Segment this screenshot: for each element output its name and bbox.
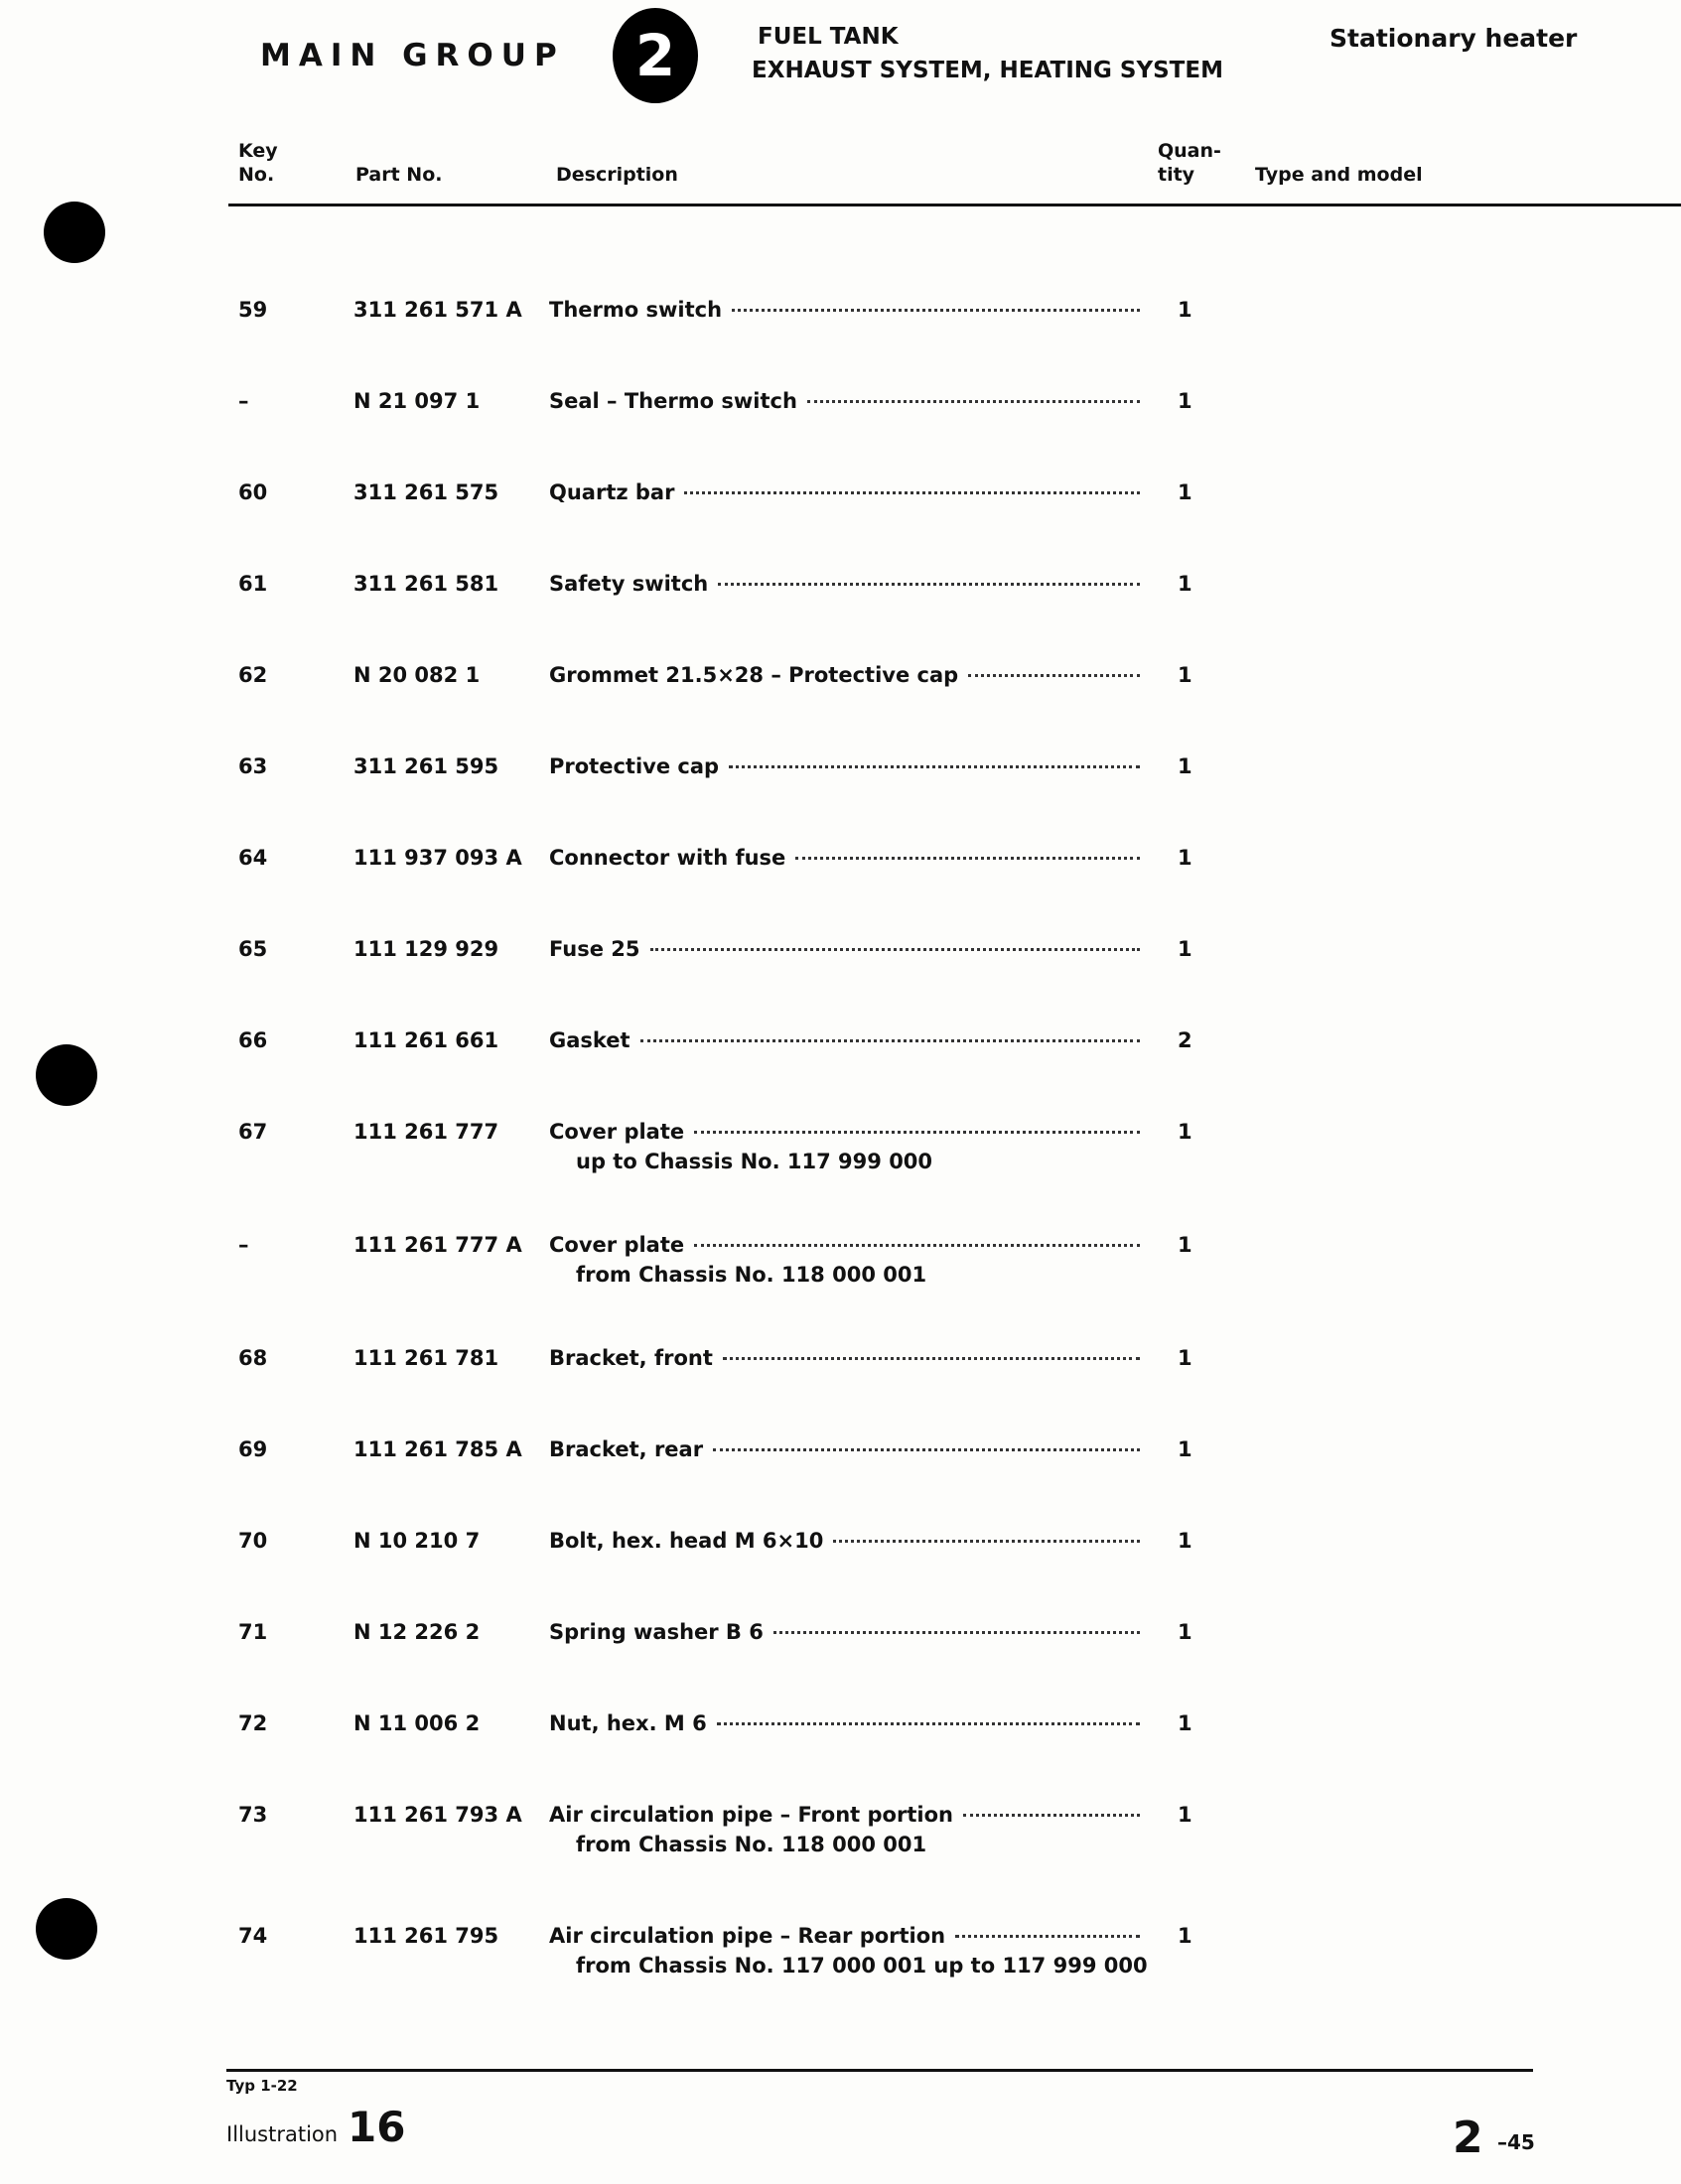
key-no: 65 [238, 937, 268, 961]
quantity: 1 [1178, 1529, 1192, 1553]
description: Gasket [549, 1028, 630, 1052]
group-number-badge: 2 [613, 8, 698, 103]
dot-leader [718, 583, 1140, 586]
footer-rule [226, 2069, 1533, 2072]
dot-leader [713, 1448, 1140, 1451]
key-no: 73 [238, 1803, 268, 1827]
col-key-no-line2: No. [238, 164, 275, 186]
key-no: 74 [238, 1924, 268, 1948]
part-no: N 21 097 1 [353, 389, 481, 413]
dot-leader [717, 1722, 1140, 1725]
dot-leader [955, 1935, 1140, 1938]
part-no: N 20 082 1 [353, 663, 481, 687]
chassis-range: from Chassis No. 118 000 001 [576, 1833, 927, 1856]
description: Bolt, hex. head M 6×10 [549, 1529, 824, 1553]
col-type-model: Type and model [1255, 164, 1423, 186]
col-key-no-line1: Key [238, 140, 278, 162]
quantity: 1 [1178, 1233, 1192, 1257]
punch-hole-2 [36, 1044, 97, 1106]
description-cell [549, 663, 1140, 687]
quantity: 1 [1178, 846, 1192, 870]
key-no: – [238, 389, 249, 413]
dot-leader [640, 1039, 1140, 1042]
chassis-range: up to Chassis No. 117 999 000 [576, 1150, 933, 1173]
description-cell [549, 1620, 1140, 1644]
title-line-2: EXHAUST SYSTEM, HEATING SYSTEM [752, 58, 1223, 83]
col-quantity-line1: Quan- [1158, 140, 1221, 162]
description: Fuse 25 [549, 937, 640, 961]
quantity: 1 [1178, 389, 1192, 413]
part-no: 111 261 781 [353, 1346, 499, 1370]
quantity: 1 [1178, 663, 1192, 687]
part-no: N 10 210 7 [353, 1529, 481, 1553]
type-label: Typ 1-22 [226, 2077, 298, 2095]
quantity: 2 [1178, 1028, 1192, 1052]
description-cell [549, 298, 1140, 322]
col-description: Description [556, 164, 678, 186]
description: Connector with fuse [549, 846, 786, 870]
description-cell [549, 937, 1140, 961]
key-no: 69 [238, 1437, 268, 1461]
part-no: 311 261 581 [353, 572, 499, 596]
quantity: 1 [1178, 1711, 1192, 1735]
part-no: 111 261 795 [353, 1924, 499, 1948]
part-no: N 12 226 2 [353, 1620, 481, 1644]
key-no: 68 [238, 1346, 268, 1370]
dot-leader [729, 765, 1140, 768]
key-no: 70 [238, 1529, 268, 1553]
part-no: 111 261 793 A [353, 1803, 522, 1827]
description-cell [549, 846, 1140, 870]
description: Cover plate [549, 1233, 685, 1257]
key-no: 71 [238, 1620, 268, 1644]
title-line-1: FUEL TANK [758, 24, 899, 50]
quantity: 1 [1178, 298, 1192, 322]
dot-leader [723, 1357, 1140, 1360]
col-key-no [238, 139, 278, 187]
description: Thermo switch [549, 298, 723, 322]
description-cell [549, 1803, 1140, 1856]
description: Seal – Thermo switch [549, 389, 797, 413]
quantity: 1 [1178, 1120, 1192, 1144]
description: Quartz bar [549, 480, 675, 504]
description: Bracket, rear [549, 1437, 704, 1461]
dot-leader [807, 400, 1140, 403]
quantity: 1 [1178, 480, 1192, 504]
part-no: 311 261 575 [353, 480, 499, 504]
description-cell [549, 572, 1140, 596]
description: Spring washer B 6 [549, 1620, 764, 1644]
dot-leader [732, 309, 1140, 312]
key-no: 64 [238, 846, 268, 870]
col-quantity [1158, 139, 1221, 187]
quantity: 1 [1178, 1924, 1192, 1948]
chassis-range: from Chassis No. 118 000 001 [576, 1263, 927, 1287]
dot-leader [963, 1814, 1140, 1817]
punch-hole-1 [44, 202, 105, 263]
dot-leader [694, 1131, 1140, 1134]
description-cell [549, 1346, 1140, 1370]
description: Air circulation pipe – Front portion [549, 1803, 953, 1827]
main-group-label: MAIN GROUP [260, 38, 565, 73]
part-no: 111 129 929 [353, 937, 499, 961]
description-cell [549, 1028, 1140, 1052]
dot-leader [968, 674, 1140, 677]
part-no: N 11 006 2 [353, 1711, 481, 1735]
col-part-no: Part No. [355, 164, 443, 186]
description-cell [549, 1437, 1140, 1461]
quantity: 1 [1178, 1620, 1192, 1644]
key-no: 67 [238, 1120, 268, 1144]
dot-leader [694, 1244, 1140, 1247]
part-no: 111 261 785 A [353, 1437, 522, 1461]
quantity: 1 [1178, 937, 1192, 961]
description-cell [549, 1529, 1140, 1553]
dot-leader [773, 1631, 1140, 1634]
dot-leader [795, 857, 1140, 860]
key-no: 61 [238, 572, 268, 596]
part-no: 111 261 777 [353, 1120, 499, 1144]
part-no: 311 261 595 [353, 754, 499, 778]
dot-leader [650, 948, 1140, 951]
key-no: 66 [238, 1028, 268, 1052]
section-title: Stationary heater [1330, 24, 1578, 53]
dot-leader [833, 1540, 1140, 1543]
key-no: 63 [238, 754, 268, 778]
description: Bracket, front [549, 1346, 713, 1370]
description: Nut, hex. M 6 [549, 1711, 707, 1735]
quantity: 1 [1178, 1346, 1192, 1370]
page-number-sub: –45 [1497, 2130, 1535, 2154]
description-cell [549, 480, 1140, 504]
part-no: 111 937 093 A [353, 846, 522, 870]
key-no: 72 [238, 1711, 268, 1735]
description: Cover plate [549, 1120, 685, 1144]
description-cell [549, 1924, 1148, 1978]
chassis-range: from Chassis No. 117 000 001 up to 117 999 000 [576, 1954, 1148, 1978]
description-cell [549, 1120, 1140, 1173]
quantity: 1 [1178, 1803, 1192, 1827]
dot-leader [684, 491, 1140, 494]
col-quantity-line2: tity [1158, 164, 1195, 186]
description-cell [549, 1711, 1140, 1735]
description-cell [549, 754, 1140, 778]
description: Air circulation pipe – Rear portion [549, 1924, 946, 1948]
key-no: 60 [238, 480, 268, 504]
part-no: 311 261 571 A [353, 298, 522, 322]
header-rule [228, 204, 1681, 206]
part-no: 111 261 777 A [353, 1233, 522, 1257]
page-number-main: 2 [1453, 2113, 1483, 2163]
key-no: 59 [238, 298, 268, 322]
key-no: – [238, 1233, 249, 1257]
quantity: 1 [1178, 754, 1192, 778]
quantity: 1 [1178, 1437, 1192, 1461]
part-no: 111 261 661 [353, 1028, 499, 1052]
illustration-label: Illustration [226, 2122, 339, 2146]
description-cell [549, 1233, 1140, 1287]
description-cell [549, 389, 1140, 413]
illustration-number: 16 [348, 2103, 406, 2151]
description: Safety switch [549, 572, 709, 596]
key-no: 62 [238, 663, 268, 687]
description: Grommet 21.5×28 – Protective cap [549, 663, 959, 687]
quantity: 1 [1178, 572, 1192, 596]
punch-hole-3 [36, 1898, 97, 1960]
description: Protective cap [549, 754, 720, 778]
